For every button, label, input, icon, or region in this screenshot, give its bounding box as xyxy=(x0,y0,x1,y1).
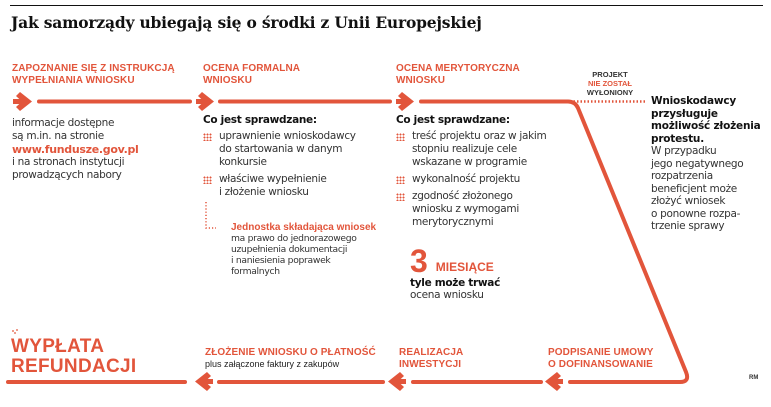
check-item xyxy=(396,190,576,229)
stage-label-line: ZAPOZNANIE SIĘ Z INSTRUKCJĄ xyxy=(12,63,175,74)
protest-heading-line: Wnioskodawcy xyxy=(651,95,737,107)
instructions-info xyxy=(12,117,139,182)
stage-label-line: REFUNDACJI xyxy=(11,356,137,377)
author-credit: RM xyxy=(749,375,759,381)
rejected-line: PROJEKT xyxy=(592,70,628,79)
merit-duration xyxy=(410,243,500,302)
stage-label-line: WYPEŁNIANIA WNIOSKU xyxy=(12,75,135,86)
duration-caption: ocena wniosku xyxy=(410,289,484,301)
check-line: i złożenie wniosku xyxy=(219,186,309,198)
bullet-dots-icon xyxy=(396,193,405,201)
arrow-left-icon xyxy=(195,372,213,391)
stage-label-line: WNIOSKU xyxy=(396,75,446,86)
bullet-dots-icon xyxy=(203,133,212,141)
duration-number: 3 xyxy=(410,243,428,279)
check-line: merytorycznymi xyxy=(412,216,494,228)
checks-heading: Co jest sprawdzane: xyxy=(203,114,317,126)
checks-heading: Co jest sprawdzane: xyxy=(396,114,510,126)
arrow-left-icon xyxy=(545,372,563,391)
protest-line: beneficjent może xyxy=(651,182,737,195)
fundusze-link[interactable]: www.fundusze.gov.pl xyxy=(12,143,139,156)
check-line: do startowania w danym xyxy=(219,143,343,155)
stage-label-line: OCENA FORMALNA xyxy=(203,63,301,74)
stage-label-formal xyxy=(203,63,300,87)
note-title: Jednostka składająca wniosek xyxy=(231,222,377,233)
stage-label-line: WNIOSKU xyxy=(203,75,253,86)
note-line: ma prawo do jednorazowego xyxy=(231,233,357,244)
stage-sub-text: plus załączone faktury z zakupów xyxy=(205,359,340,369)
arrow-right-icon xyxy=(13,92,32,111)
project-rejected-label xyxy=(580,70,640,97)
rejected-line: NIE ZOSTAŁ xyxy=(587,79,633,88)
protest-line: W przypadku xyxy=(651,145,717,157)
check-line: wykonalność projektu xyxy=(412,173,521,185)
protest-heading-line: protestu. xyxy=(651,132,704,145)
check-line: właściwe wypełnienie xyxy=(219,173,327,185)
check-line: treść projektu oraz w jakim xyxy=(412,130,547,142)
check-line: wskazane w programie xyxy=(412,156,527,168)
stage-label-merit xyxy=(396,63,520,87)
info-line: i na stronach instytucji xyxy=(12,156,125,168)
protest-heading-line: możliwość złożenia xyxy=(651,120,761,132)
page-title: Jak samorządy ubiegają się o środki z Unii Europejskiej xyxy=(11,13,482,32)
note-line: formalnych xyxy=(231,266,280,277)
stage-label-instructions xyxy=(12,63,175,87)
bullet-dots-icon xyxy=(396,176,405,184)
duration-unit: MIESIĄCE xyxy=(435,260,494,274)
formal-note xyxy=(231,222,376,277)
stage-label-refund xyxy=(11,337,136,377)
bullet-dots-icon xyxy=(396,133,405,141)
stage-label-line: REALIZACJA xyxy=(399,347,464,358)
stage-label-realization xyxy=(399,347,463,371)
protest-line: jego negatywnego xyxy=(651,157,744,170)
rejected-line: WYŁONIONY xyxy=(586,88,634,97)
check-line: stopniu realizuje cele xyxy=(412,143,517,155)
info-line: są m.in. na stronie xyxy=(12,130,104,142)
protest-line: o ponowne rozpa- xyxy=(651,207,741,220)
info-line: prowadzących nabory xyxy=(12,169,122,181)
arrow-right-icon xyxy=(196,92,214,111)
check-item xyxy=(396,173,576,186)
stage-payment-request xyxy=(205,347,376,369)
formal-checks xyxy=(203,114,393,199)
stage-label-line: ZŁOŻENIE WNIOSKU O PŁATNOŚĆ xyxy=(205,347,376,358)
check-line: uprawnienie wnioskodawcy xyxy=(219,130,356,142)
stage-label-line: O DOFINANSOWANIE xyxy=(548,359,653,370)
check-line: konkursie xyxy=(219,156,267,168)
duration-caption: tyle może trwać xyxy=(410,277,500,289)
arrow-left-icon xyxy=(388,372,406,391)
note-line: i naniesienia poprawek xyxy=(231,255,331,266)
check-line: wniosku z wymogami xyxy=(412,203,519,215)
check-line: zgodność złożonego xyxy=(412,190,513,202)
info-line: informacje dostępne xyxy=(12,117,115,129)
protest-heading-line: przysługuje xyxy=(651,107,718,120)
stage-label-line: INWESTYCJI xyxy=(399,359,462,370)
bullet-dots-icon xyxy=(203,176,212,184)
stage-label-line: PODPISANIE UMOWY xyxy=(548,347,654,358)
stage-label-contract xyxy=(548,347,654,371)
merit-checks xyxy=(396,114,576,229)
check-item xyxy=(203,173,393,199)
protest-line: rozpatrzenia xyxy=(651,170,713,182)
check-item xyxy=(203,130,393,169)
stage-label-line: OCENA MERYTORYCZNA xyxy=(396,63,520,74)
arrow-right-icon xyxy=(396,92,414,111)
protest-info xyxy=(651,95,769,233)
check-item xyxy=(396,130,576,169)
note-line: uzupełnienia dokumentacji xyxy=(231,244,348,255)
protest-line: trzenie sprawy xyxy=(651,220,725,232)
stage-label-line: WYPŁATA xyxy=(11,336,105,357)
protest-line: złożyć wniosek xyxy=(651,195,726,207)
